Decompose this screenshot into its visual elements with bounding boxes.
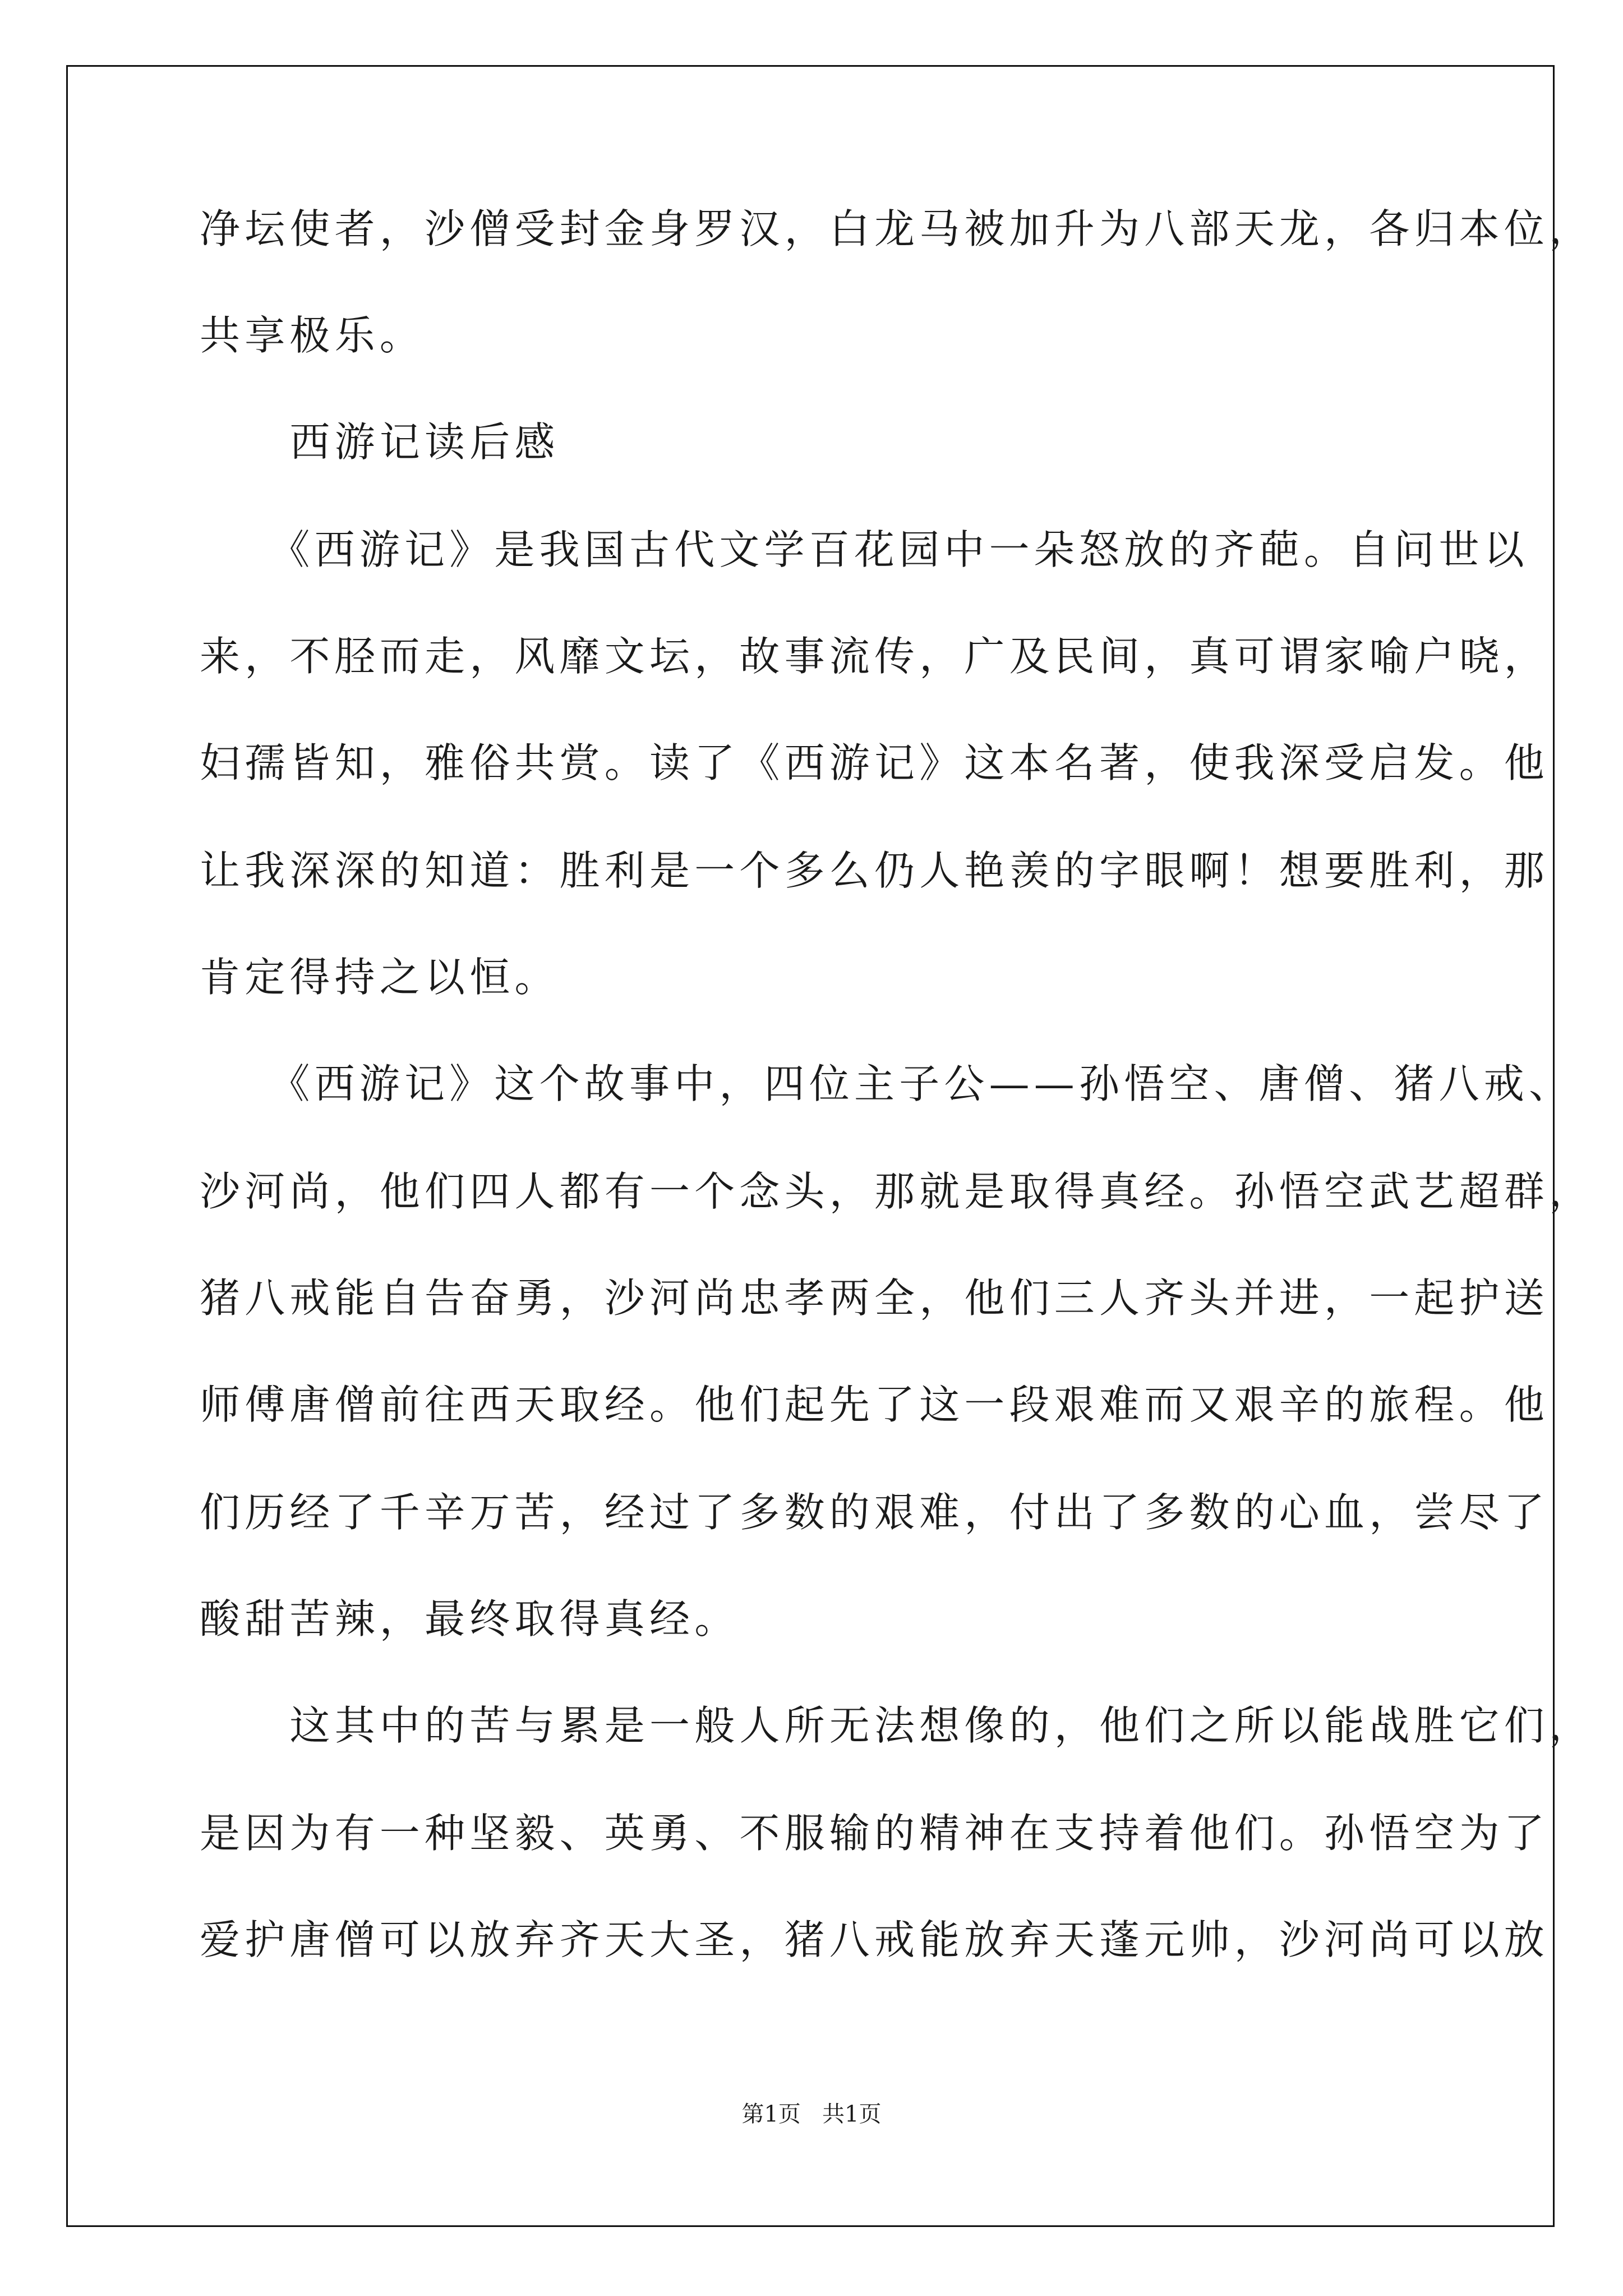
text-line: 这其中的苦与累是一般人所无法想像的，他们之所以能战胜它们， [200, 1702, 1594, 1749]
text-line: 《西游记》是我国古代文学百花园中一朵怒放的齐葩。自问世以 [200, 526, 1529, 573]
text-line: 猪八戒能自告奋勇，沙河尚忠孝两全，他们三人齐头并进，一起护送 [200, 1274, 1550, 1322]
page-footer: 第1页 共1页 [741, 2101, 882, 2127]
text-line: 是因为有一种坚毅、英勇、不服输的精神在支持着他们。孙悟空为了 [200, 1810, 1550, 1857]
text-line: 肯定得持之以恒。 [200, 954, 560, 1001]
text-line: 妇孺皆知，雅俗共赏。读了《西游记》这本名著，使我深受启发。他 [200, 739, 1550, 786]
text-line: 《西游记》这个故事中，四位主子公——孙悟空、唐僧、猪八戒、 [200, 1060, 1574, 1107]
section-heading: 西游记读后感 [200, 418, 560, 466]
text-line: 酸甜苦辣，最终取得真经。 [200, 1595, 740, 1642]
text-line: 们历经了千辛万苦，经过了多数的艰难，付出了多数的心血，尝尽了 [200, 1489, 1550, 1536]
text-line: 共享极乐。 [200, 312, 425, 359]
text-line: 净坛使者，沙僧受封金身罗汉，白龙马被加升为八部天龙，各归本位， [200, 205, 1594, 252]
text-line: 来，不胫而走，风靡文坛，故事流传，广及民间，真可谓家喻户晓， [200, 633, 1550, 680]
text-line: 爱护唐僧可以放弃齐天大圣，猪八戒能放弃天蓬元帅，沙河尚可以放 [200, 1916, 1550, 1963]
text-line: 师傅唐僧前往西天取经。他们起先了这一段艰难而又艰辛的旅程。他 [200, 1381, 1550, 1428]
text-line: 沙河尚，他们四人都有一个念头，那就是取得真经。孙悟空武艺超群， [200, 1168, 1594, 1215]
text-line: 让我深深的知道：胜利是一个多么仍人艳羡的字眼啊！想要胜利，那 [200, 847, 1550, 894]
page-border [66, 65, 1555, 2227]
